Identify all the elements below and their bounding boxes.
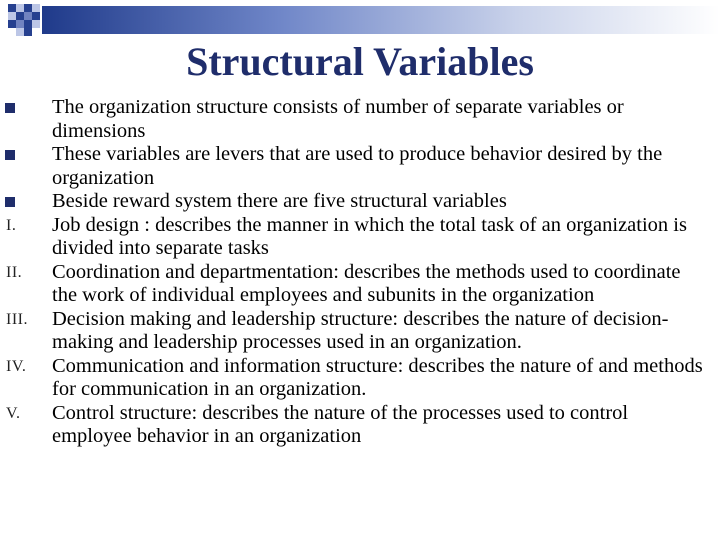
list-item	[0, 214, 720, 261]
list-item	[0, 261, 720, 308]
square-bullet-icon	[5, 197, 15, 207]
list-item-text: Communication and information structure: describes the nature of and methods for communication in an organization.	[52, 354, 703, 400]
roman-numeral-marker: IV.	[6, 357, 27, 375]
list-item-text: Coordination and departmentation: describes the methods used to coordinate the work of individual employees and subunits in the organization	[52, 260, 681, 306]
list-item	[0, 402, 720, 449]
square-bullet-icon	[5, 150, 15, 160]
list-item-text: Beside reward system there are five structural variables	[52, 190, 507, 212]
list-item-text: Job design : describes the manner in which the total task of an organization is divided into separate tasks	[52, 213, 687, 259]
list-item	[0, 355, 720, 402]
list-item	[0, 308, 720, 355]
roman-numeral-marker: V.	[6, 404, 21, 422]
square-bullet-icon	[5, 103, 15, 113]
header-gradient-bar	[42, 6, 720, 34]
slide-title: Structural Variables	[186, 39, 534, 84]
content-list	[0, 96, 720, 449]
roman-numeral-marker: III.	[6, 310, 28, 328]
list-item-text: Decision making and leadership structure: describes the nature of decision-making and leadership processes used in an organization.	[52, 307, 669, 353]
list-item	[0, 96, 720, 143]
list-item-text: Control structure: describes the nature of the processes used to control employee behavior in an organization	[52, 401, 629, 447]
list-item	[0, 143, 720, 190]
roman-numeral-marker: I.	[6, 216, 17, 234]
list-item-text: The organization structure consists of number of separate variables or dimensions	[52, 96, 624, 142]
list-item	[0, 190, 720, 214]
roman-numeral-marker: II.	[6, 263, 23, 281]
list-item-text: These variables are levers that are used to produce behavior desired by the organization	[52, 143, 663, 189]
